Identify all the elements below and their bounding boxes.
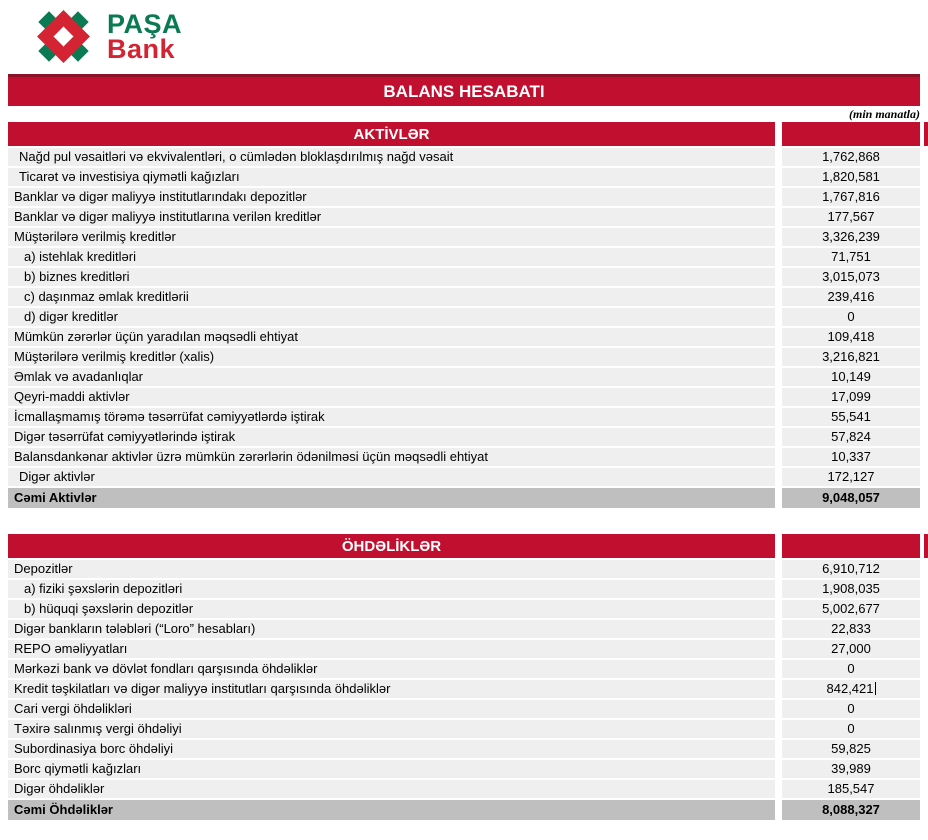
column-gap bbox=[775, 288, 782, 306]
row-label: Cari vergi öhdəlikləri bbox=[14, 701, 132, 716]
row-label: b) hüquqi şəxslərin depozitlər bbox=[24, 601, 194, 616]
row-label: Cəmi Aktivlər bbox=[14, 490, 97, 505]
column-gap bbox=[775, 620, 782, 638]
table-row bbox=[8, 780, 920, 798]
column-gap bbox=[775, 208, 782, 226]
column-gap bbox=[775, 168, 782, 186]
row-label: REPO əməliyyatları bbox=[14, 641, 128, 656]
column-gap bbox=[775, 660, 782, 678]
row-value: 1,762,868 bbox=[822, 149, 880, 164]
row-label: İcmallaşmamış törəmə təsərrüfat cəmiyyətlərdə iştirak bbox=[14, 409, 325, 424]
row-value: 3,015,073 bbox=[822, 269, 880, 284]
table-row bbox=[8, 640, 920, 658]
row-label-cell[interactable] bbox=[8, 580, 775, 598]
row-label-cell[interactable] bbox=[8, 368, 775, 386]
table-row bbox=[8, 248, 920, 266]
table-row bbox=[8, 700, 920, 718]
column-gap bbox=[775, 800, 782, 820]
row-label: Ticarət və investisiya qiymətli kağızları bbox=[19, 169, 240, 184]
section-header-label-cell bbox=[8, 534, 775, 558]
row-label: Kredit təşkilatları və digər maliyyə institutları qarşısında öhdəliklər bbox=[14, 681, 391, 696]
row-label: Banklar və digər maliyyə institutlarına verilən kreditlər bbox=[14, 209, 322, 224]
row-label-cell[interactable] bbox=[8, 348, 775, 366]
row-value-cell[interactable] bbox=[782, 268, 920, 286]
row-value-cell[interactable] bbox=[782, 368, 920, 386]
row-value-cell[interactable] bbox=[782, 428, 920, 446]
row-label-cell[interactable] bbox=[8, 680, 775, 698]
column-gap bbox=[775, 188, 782, 206]
table-row bbox=[8, 408, 920, 426]
table-row bbox=[8, 660, 920, 678]
table-row bbox=[8, 388, 920, 406]
row-value-cell[interactable] bbox=[782, 780, 920, 798]
ohdelikler-rows bbox=[0, 560, 928, 820]
row-value-cell[interactable] bbox=[782, 740, 920, 758]
table-row bbox=[8, 168, 920, 186]
row-value: 59,825 bbox=[831, 741, 871, 756]
row-label-cell[interactable] bbox=[8, 168, 775, 186]
row-value: 185,547 bbox=[827, 781, 875, 796]
table-row bbox=[8, 268, 920, 286]
column-gap bbox=[775, 148, 782, 166]
text-cursor bbox=[875, 682, 876, 695]
column-gap bbox=[775, 122, 782, 146]
row-label: Əmlak və avadanlıqlar bbox=[14, 369, 144, 384]
row-value: 177,567 bbox=[827, 209, 875, 224]
pinwheel-diamonds-icon bbox=[32, 5, 95, 68]
row-value: 3,216,821 bbox=[822, 349, 880, 364]
row-value: 39,989 bbox=[831, 761, 871, 776]
row-value: 842,421 bbox=[826, 681, 874, 696]
row-value: 0 bbox=[847, 721, 855, 736]
table-row bbox=[8, 188, 920, 206]
row-value: 5,002,677 bbox=[822, 601, 880, 616]
column-gap bbox=[775, 780, 782, 798]
table-row bbox=[8, 488, 920, 508]
column-gap bbox=[775, 408, 782, 426]
column-gap bbox=[775, 720, 782, 738]
row-label-cell[interactable] bbox=[8, 468, 775, 486]
table-row bbox=[8, 560, 920, 578]
bank-name-top: PAŞA bbox=[107, 9, 183, 39]
row-value-cell[interactable] bbox=[782, 228, 920, 246]
column-gap bbox=[775, 760, 782, 778]
row-label: Digər öhdəliklər bbox=[14, 781, 105, 796]
row-value: 57,824 bbox=[831, 429, 871, 444]
section-header-text: AKTİVLƏR bbox=[353, 125, 430, 143]
table-row bbox=[8, 468, 920, 486]
column-gap bbox=[775, 600, 782, 618]
row-value: 3,326,239 bbox=[822, 229, 880, 244]
table-row bbox=[8, 800, 920, 820]
row-value: 1,908,035 bbox=[822, 581, 880, 596]
row-label-cell[interactable] bbox=[8, 488, 775, 508]
row-label: Qeyri-maddi aktivlər bbox=[14, 389, 130, 404]
row-label-cell[interactable] bbox=[8, 620, 775, 638]
row-value-cell[interactable] bbox=[782, 760, 920, 778]
row-value: 27,000 bbox=[831, 641, 871, 656]
section-header-label-cell bbox=[8, 122, 775, 146]
column-gap bbox=[775, 468, 782, 486]
column-gap bbox=[775, 348, 782, 366]
row-label-cell[interactable] bbox=[8, 600, 775, 618]
row-label-cell[interactable] bbox=[8, 208, 775, 226]
row-value-cell[interactable] bbox=[782, 468, 920, 486]
table-row bbox=[8, 208, 920, 226]
row-label-cell[interactable] bbox=[8, 188, 775, 206]
row-value: 6,910,712 bbox=[822, 561, 880, 576]
row-label: b) biznes kreditləri bbox=[24, 269, 130, 284]
row-label-cell[interactable] bbox=[8, 428, 775, 446]
bank-logo bbox=[0, 0, 928, 68]
row-value-cell[interactable] bbox=[782, 148, 920, 166]
section-header-ohdelikler bbox=[8, 534, 928, 558]
row-value-cell[interactable] bbox=[782, 620, 920, 638]
row-label: c) daşınmaz əmlak kreditlərii bbox=[24, 289, 189, 304]
column-gap bbox=[775, 248, 782, 266]
row-label: a) fiziki şəxslərin depozitləri bbox=[24, 581, 183, 596]
row-value: 71,751 bbox=[831, 249, 871, 264]
table-row bbox=[8, 600, 920, 618]
row-label-cell[interactable] bbox=[8, 780, 775, 798]
row-label-cell[interactable] bbox=[8, 760, 775, 778]
row-value: 1,767,816 bbox=[822, 189, 880, 204]
row-label: Nağd pul vəsaitləri və ekvivalentləri, o cümlədən bloklaşdırılmış nağd vəsait bbox=[19, 149, 454, 164]
row-value-cell[interactable] bbox=[782, 408, 920, 426]
row-value-cell[interactable] bbox=[782, 700, 920, 718]
row-label: Digər təsərrüfat cəmiyyətlərində iştirak bbox=[14, 429, 236, 444]
row-value-cell[interactable] bbox=[782, 488, 920, 508]
row-value: 0 bbox=[847, 661, 855, 676]
row-value: 0 bbox=[847, 309, 855, 324]
row-value: 9,048,057 bbox=[822, 490, 880, 505]
row-label: Müştərilərə verilmiş kreditlər (xalis) bbox=[14, 349, 215, 364]
row-value-cell[interactable] bbox=[782, 600, 920, 618]
row-value: 10,337 bbox=[831, 449, 871, 464]
table-row bbox=[8, 620, 920, 638]
table-row bbox=[8, 580, 920, 598]
table-row bbox=[8, 720, 920, 738]
row-value-cell[interactable] bbox=[782, 348, 920, 366]
row-value-cell[interactable] bbox=[782, 248, 920, 266]
row-value-cell[interactable] bbox=[782, 328, 920, 346]
section-header-edge-sliver bbox=[924, 122, 928, 146]
row-label: Subordinasiya borc öhdəliyi bbox=[14, 741, 173, 756]
table-row bbox=[8, 328, 920, 346]
column-gap bbox=[775, 268, 782, 286]
table-row bbox=[8, 428, 920, 446]
row-label-cell[interactable] bbox=[8, 148, 775, 166]
column-gap bbox=[775, 580, 782, 598]
bank-name-bottom: Bank bbox=[107, 34, 176, 64]
row-label-cell[interactable] bbox=[8, 800, 775, 820]
section-header-aktivler bbox=[8, 122, 928, 146]
section-header-edge-sliver bbox=[924, 534, 928, 558]
row-label-cell[interactable] bbox=[8, 448, 775, 466]
column-gap bbox=[775, 228, 782, 246]
row-label: Müştərilərə verilmiş kreditlər bbox=[14, 229, 176, 244]
row-label-cell[interactable] bbox=[8, 388, 775, 406]
column-gap bbox=[775, 488, 782, 508]
row-label-cell[interactable] bbox=[8, 248, 775, 266]
table-row bbox=[8, 308, 920, 326]
column-gap bbox=[775, 308, 782, 326]
row-value-cell[interactable] bbox=[782, 448, 920, 466]
row-value: 1,820,581 bbox=[822, 169, 880, 184]
column-gap bbox=[775, 428, 782, 446]
section-header-text: ÖHDƏLİKLƏR bbox=[341, 537, 442, 555]
row-label-cell[interactable] bbox=[8, 308, 775, 326]
row-value-cell[interactable] bbox=[782, 168, 920, 186]
row-value: 17,099 bbox=[831, 389, 871, 404]
table-row bbox=[8, 288, 920, 306]
column-gap bbox=[775, 328, 782, 346]
section-header-value-cell bbox=[782, 534, 920, 558]
row-label-cell[interactable] bbox=[8, 720, 775, 738]
row-label: Banklar və digər maliyyə institutlarındakı depozitlər bbox=[14, 189, 307, 204]
column-gap bbox=[775, 680, 782, 698]
row-label: Depozitlər bbox=[14, 561, 73, 576]
row-label-cell[interactable] bbox=[8, 660, 775, 678]
row-label-cell[interactable] bbox=[8, 268, 775, 286]
column-gap bbox=[775, 368, 782, 386]
row-value-cell[interactable] bbox=[782, 560, 920, 578]
report-title: BALANS HESABATI bbox=[383, 81, 545, 101]
row-value-cell[interactable] bbox=[782, 680, 920, 698]
row-value: 8,088,327 bbox=[822, 802, 880, 817]
row-value-cell[interactable] bbox=[782, 660, 920, 678]
row-label: Borc qiymətli kağızları bbox=[14, 761, 142, 776]
row-value: 172,127 bbox=[827, 469, 875, 484]
report-title-bar bbox=[8, 74, 920, 106]
units-note: (min manatla) bbox=[848, 107, 920, 121]
row-label: Digər aktivlər bbox=[19, 469, 95, 484]
row-label: Cəmi Öhdəliklər bbox=[14, 802, 113, 817]
row-label-cell[interactable] bbox=[8, 328, 775, 346]
table-row bbox=[8, 368, 920, 386]
section-header-value-cell bbox=[782, 122, 920, 146]
row-label-cell[interactable] bbox=[8, 228, 775, 246]
column-gap bbox=[775, 560, 782, 578]
table-row bbox=[8, 148, 920, 166]
row-value: 55,541 bbox=[831, 409, 871, 424]
section-aktivler bbox=[0, 122, 928, 508]
row-value-cell[interactable] bbox=[782, 388, 920, 406]
row-value: 239,416 bbox=[827, 289, 875, 304]
row-label-cell[interactable] bbox=[8, 640, 775, 658]
row-value: 0 bbox=[847, 701, 855, 716]
row-value: 22,833 bbox=[831, 621, 871, 636]
row-label-cell[interactable] bbox=[8, 560, 775, 578]
row-value: 109,418 bbox=[827, 329, 875, 344]
row-label-cell[interactable] bbox=[8, 288, 775, 306]
row-label: Digər bankların tələbləri (“Loro” hesabları) bbox=[14, 621, 256, 636]
row-value-cell[interactable] bbox=[782, 208, 920, 226]
row-value-cell[interactable] bbox=[782, 640, 920, 658]
row-value-cell[interactable] bbox=[782, 188, 920, 206]
column-gap bbox=[775, 388, 782, 406]
column-gap bbox=[775, 740, 782, 758]
row-value: 10,149 bbox=[831, 369, 871, 384]
table-row bbox=[8, 228, 920, 246]
row-label-cell[interactable] bbox=[8, 408, 775, 426]
row-value-cell[interactable] bbox=[782, 308, 920, 326]
column-gap bbox=[775, 534, 782, 558]
table-row bbox=[8, 760, 920, 778]
table-row bbox=[8, 680, 920, 698]
row-value-cell[interactable] bbox=[782, 720, 920, 738]
aktivler-rows bbox=[0, 148, 928, 508]
row-label: Təxirə salınmış vergi öhdəliyi bbox=[14, 721, 182, 736]
column-gap bbox=[775, 448, 782, 466]
table-row bbox=[8, 348, 920, 366]
section-ohdelikler bbox=[0, 534, 928, 820]
row-label: Balansdankənar aktivlər üzrə mümkün zərərlərin ödənilməsi üçün məqsədli ehtiyat bbox=[14, 449, 489, 464]
bank-name bbox=[107, 5, 182, 62]
row-value-cell[interactable] bbox=[782, 580, 920, 598]
row-label: Mərkəzi bank və dövlət fondları qarşısında öhdəliklər bbox=[14, 661, 318, 676]
row-value-cell[interactable] bbox=[782, 288, 920, 306]
column-gap bbox=[775, 640, 782, 658]
table-row bbox=[8, 740, 920, 758]
row-label-cell[interactable] bbox=[8, 740, 775, 758]
row-label-cell[interactable] bbox=[8, 700, 775, 718]
column-gap bbox=[775, 700, 782, 718]
row-label: Mümkün zərərlər üçün yaradılan məqsədli ehtiyat bbox=[14, 329, 298, 344]
row-label: d) digər kreditlər bbox=[24, 309, 118, 324]
row-label: a) istehlak kreditləri bbox=[24, 249, 136, 264]
table-row bbox=[8, 448, 920, 466]
row-value-cell[interactable] bbox=[782, 800, 920, 820]
